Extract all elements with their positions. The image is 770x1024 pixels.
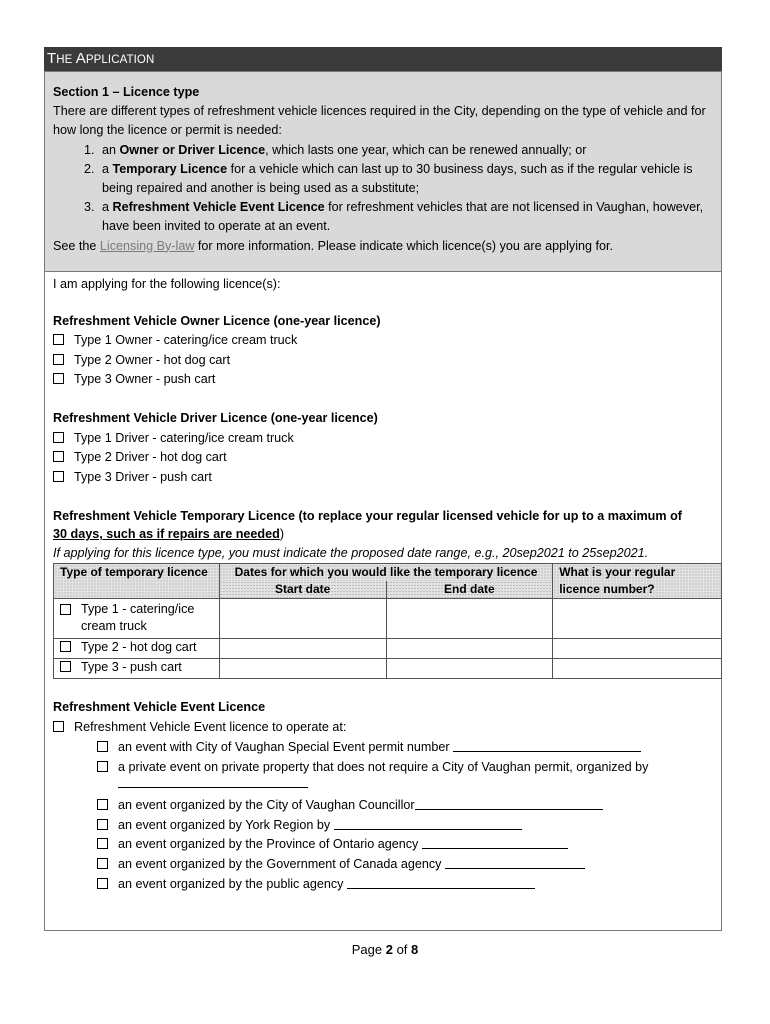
event-york-region-option[interactable]: an event organized by York Region by xyxy=(97,816,522,836)
checkbox[interactable] xyxy=(60,661,71,672)
event-councillor-option[interactable]: an event organized by the City of Vaughan Councillor xyxy=(97,796,603,816)
licensing-bylaw-link[interactable]: Licensing By-law xyxy=(99,238,195,253)
end-date-input[interactable] xyxy=(386,659,553,679)
event-licence-option[interactable]: Refreshment Vehicle Event licence to operate at: xyxy=(53,718,346,738)
event-licence-heading: Refreshment Vehicle Event Licence xyxy=(53,700,266,714)
owner-licence-heading: Refreshment Vehicle Owner Licence (one-year licence) xyxy=(53,314,381,328)
checkbox[interactable] xyxy=(97,761,108,772)
licence-number-input[interactable] xyxy=(553,599,722,639)
start-date-input[interactable] xyxy=(219,599,386,639)
owner-type3-option[interactable]: Type 3 Owner - push cart xyxy=(53,370,215,390)
temporary-licence-table xyxy=(53,563,722,679)
public-agency-field[interactable] xyxy=(347,877,535,889)
checkbox[interactable] xyxy=(97,741,108,752)
col-licence-number: What is your regular licence number? xyxy=(553,564,722,599)
event-private-option[interactable]: a private event on private property that does not require a City of Vaughan permit, organized by xyxy=(97,758,648,778)
licence-type-intro xyxy=(45,72,721,272)
col-end-date: End date xyxy=(386,581,553,599)
checkbox[interactable] xyxy=(60,604,71,615)
event-public-agency-option[interactable]: an event organized by the public agency xyxy=(97,875,535,895)
event-special-permit-option[interactable]: an event with City of Vaughan Special Event permit number xyxy=(97,738,641,758)
table-header-row xyxy=(54,564,722,582)
checkbox[interactable] xyxy=(53,451,64,462)
end-date-input[interactable] xyxy=(386,599,553,639)
canada-agency-field[interactable] xyxy=(445,857,585,869)
licence-number-input[interactable] xyxy=(553,639,722,659)
checkbox[interactable] xyxy=(97,819,108,830)
applying-label: I am applying for the following licence(s): xyxy=(53,277,281,291)
see-bylaw-text: See the Licensing By-law for more information. Please indicate which licence(s) you are applying for. xyxy=(53,238,614,253)
driver-licence-heading: Refreshment Vehicle Driver Licence (one-year licence) xyxy=(53,411,378,425)
table-row xyxy=(54,639,722,659)
licence-type-list xyxy=(53,141,721,237)
section-heading: Section 1 – Licence type xyxy=(53,85,200,99)
list-item: 3. a Refreshment Vehicle Event Licence for refreshment vehicles that are not licensed in Vaughan, however, have been invited to operate at an event. xyxy=(98,198,721,236)
intro-text: There are different types of refreshment vehicle licences required in the City, depending on the type of vehicle and for how long the licence or permit is needed: xyxy=(53,104,706,138)
start-date-input[interactable] xyxy=(219,659,386,679)
checkbox[interactable] xyxy=(97,858,108,869)
end-date-input[interactable] xyxy=(386,639,553,659)
section-header: THE APPLICATION xyxy=(44,47,722,71)
page-number: Page 2 of 8 xyxy=(351,942,419,957)
checkbox[interactable] xyxy=(97,799,108,810)
checkbox[interactable] xyxy=(97,838,108,849)
application-form xyxy=(44,71,722,931)
checkbox[interactable] xyxy=(53,354,64,365)
temporary-date-note: If applying for this licence type, you must indicate the proposed date range, e.g., 20sep2021 to 25sep2021. xyxy=(53,546,649,560)
start-date-input[interactable] xyxy=(219,639,386,659)
event-canada-option[interactable]: an event organized by the Government of Canada agency xyxy=(97,855,585,875)
temp-type3-cell[interactable]: Type 3 - push cart xyxy=(54,659,220,679)
temporary-licence-heading: Refreshment Vehicle Temporary Licence (to replace your regular licensed vehicle for up to a maximum of xyxy=(53,509,682,523)
york-region-field[interactable] xyxy=(334,818,522,830)
temp-type1-cell[interactable]: Type 1 - catering/ice cream truck xyxy=(54,599,220,639)
councillor-field[interactable] xyxy=(415,798,603,810)
permit-number-field[interactable] xyxy=(453,740,641,752)
table-row xyxy=(54,659,722,679)
province-agency-field[interactable] xyxy=(422,837,568,849)
driver-type2-option[interactable]: Type 2 Driver - hot dog cart xyxy=(53,448,227,468)
licence-number-input[interactable] xyxy=(553,659,722,679)
event-province-option[interactable]: an event organized by the Province of Ontario agency xyxy=(97,835,568,855)
checkbox[interactable] xyxy=(53,721,64,732)
list-item: 1. an Owner or Driver Licence, which lasts one year, which can be renewed annually; or xyxy=(98,141,721,160)
checkbox[interactable] xyxy=(60,641,71,652)
col-start-date: Start date xyxy=(219,581,386,599)
owner-type2-option[interactable]: Type 2 Owner - hot dog cart xyxy=(53,351,230,371)
private-organizer-field[interactable] xyxy=(118,776,308,788)
temp-type2-cell[interactable]: Type 2 - hot dog cart xyxy=(54,639,220,659)
checkbox[interactable] xyxy=(53,471,64,482)
checkbox[interactable] xyxy=(97,878,108,889)
checkbox[interactable] xyxy=(53,432,64,443)
temporary-licence-heading-cont: 30 days, such as if repairs are needed) xyxy=(53,527,285,541)
checkbox[interactable] xyxy=(53,373,64,384)
driver-type3-option[interactable]: Type 3 Driver - push cart xyxy=(53,468,212,488)
col-type: Type of temporary licence xyxy=(54,564,220,599)
owner-type1-option[interactable]: Type 1 Owner - catering/ice cream truck xyxy=(53,331,297,351)
table-row xyxy=(54,599,722,639)
list-item: 2. a Temporary Licence for a vehicle which can last up to 30 business days, such as if the regular vehicle is being repaired and another is being used as a substitute; xyxy=(98,160,721,198)
checkbox[interactable] xyxy=(53,334,64,345)
col-dates: Dates for which you would like the temporary licence xyxy=(219,564,552,582)
driver-type1-option[interactable]: Type 1 Driver - catering/ice cream truck xyxy=(53,429,294,449)
